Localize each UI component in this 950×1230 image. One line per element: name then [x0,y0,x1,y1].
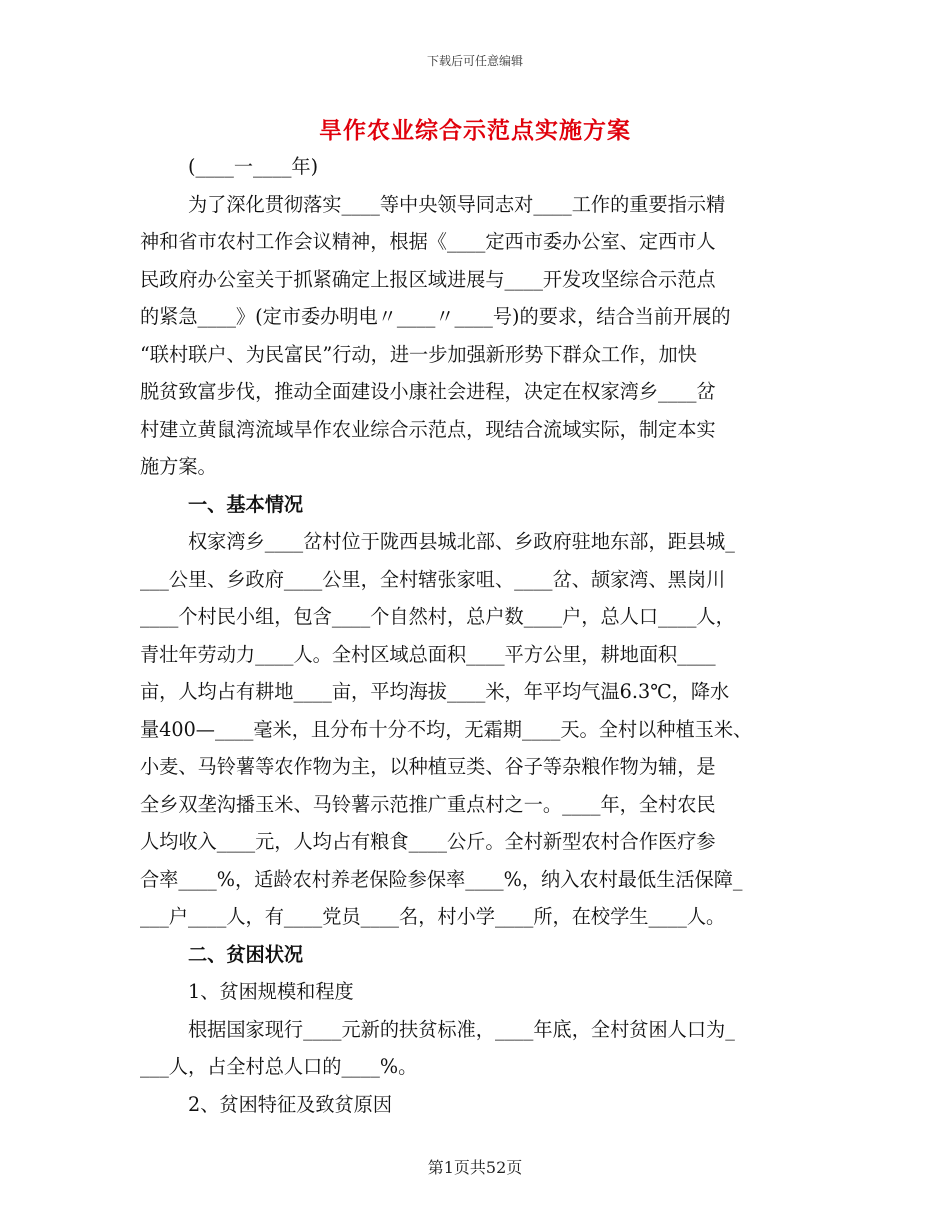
subsection-heading-scale: 1、贫困规模和程度 [188,980,354,1003]
paragraph-line: 全乡双垄沟播玉米、马铃薯示范推广重点村之一。____年，全村农民 [140,792,716,816]
paragraph-line: 施方案。 [140,455,217,478]
paragraph-line: 村建立黄鼠湾流域旱作农业综合示范点，现结合流域实际，制定本实 [140,417,716,441]
paragraph-line: ___户____人，有____党员____名，村小学____所，在校学生____人。 [140,905,726,928]
paragraph-line: 权家湾乡____岔村位于陇西县城北部、乡政府驻地东部，距县城_ [188,530,735,553]
paragraph-line: 为了深化贯彻落实____等中央领导同志对____工作的重要指示精 [188,192,726,216]
paragraph-line: 人均收入____元，人均占有粮食____公斤。全村新型农村合作医疗参 [140,830,716,853]
paragraph-line: “联村联户、为民富民”行动，进一步加强新形势下群众工作，加快 [140,342,697,366]
paragraph-line: 脱贫致富步伐，推动全面建设小康社会进程，决定在权家湾乡____岔 [140,380,716,403]
paragraph-line: 亩，人均占有耕地____亩，平均海拔____米，年平均气温6.3℃，降水 [140,680,730,703]
basic-info-paragraph [140,523,830,936]
paragraph-line: ____个村民小组，包含____个自然村，总户数____户，总人口____人， [140,605,735,628]
paragraph-line: 合率____%，适龄农村养老保险参保率____%，纳入农村最低生活保障_ [140,867,743,891]
section-heading-poverty: 二、贫困状况 [188,942,304,966]
document-title: 旱作农业综合示范点实施方案 [319,117,631,144]
poverty-scale-paragraph [140,1011,830,1086]
paragraph-line: 小麦、马铃薯等农作物为主，以种植豆类、谷子等杂粮作物为辅，是 [140,755,716,778]
paragraph-line: 青壮年劳动力____人。全村区域总面积____平方公里，耕地面积____ [140,642,716,666]
page-footer: 第1页共52页 [427,1158,523,1177]
paragraph-line: ___人，占全村总人口的____%。 [140,1055,418,1078]
subsection-heading-causes: 2、贫困特征及致贫原因 [188,1092,393,1116]
page-header: 下载后可任意编辑 [426,54,523,68]
intro-paragraph [140,186,830,486]
date-line: (____一____年) [188,155,319,178]
document-body [140,148,830,1123]
paragraph-line: ___公里、乡政府____公里，全村辖张家咀、____岔、颉家湾、黑岗川 [140,567,726,591]
section-heading-basic: 一、基本情况 [188,492,304,516]
paragraph-line: 量400—____毫米，且分布十分不均，无霜期____天。全村以种植玉米、 [140,717,753,741]
paragraph-line: 神和省市农村工作会议精神，根据《____定西市委办公室、定西市人 [140,230,716,253]
paragraph-line: 的紧急____》(定市委办明电〃____〃____号)的要求，结合当前开展的 [140,305,731,328]
paragraph-line: 根据国家现行____元新的扶贫标准，____年底，全村贫困人口为_ [188,1017,735,1041]
paragraph-line: 民政府办公室关于抓紧确定上报区域进展与____开发攻坚综合示范点 [140,267,716,291]
